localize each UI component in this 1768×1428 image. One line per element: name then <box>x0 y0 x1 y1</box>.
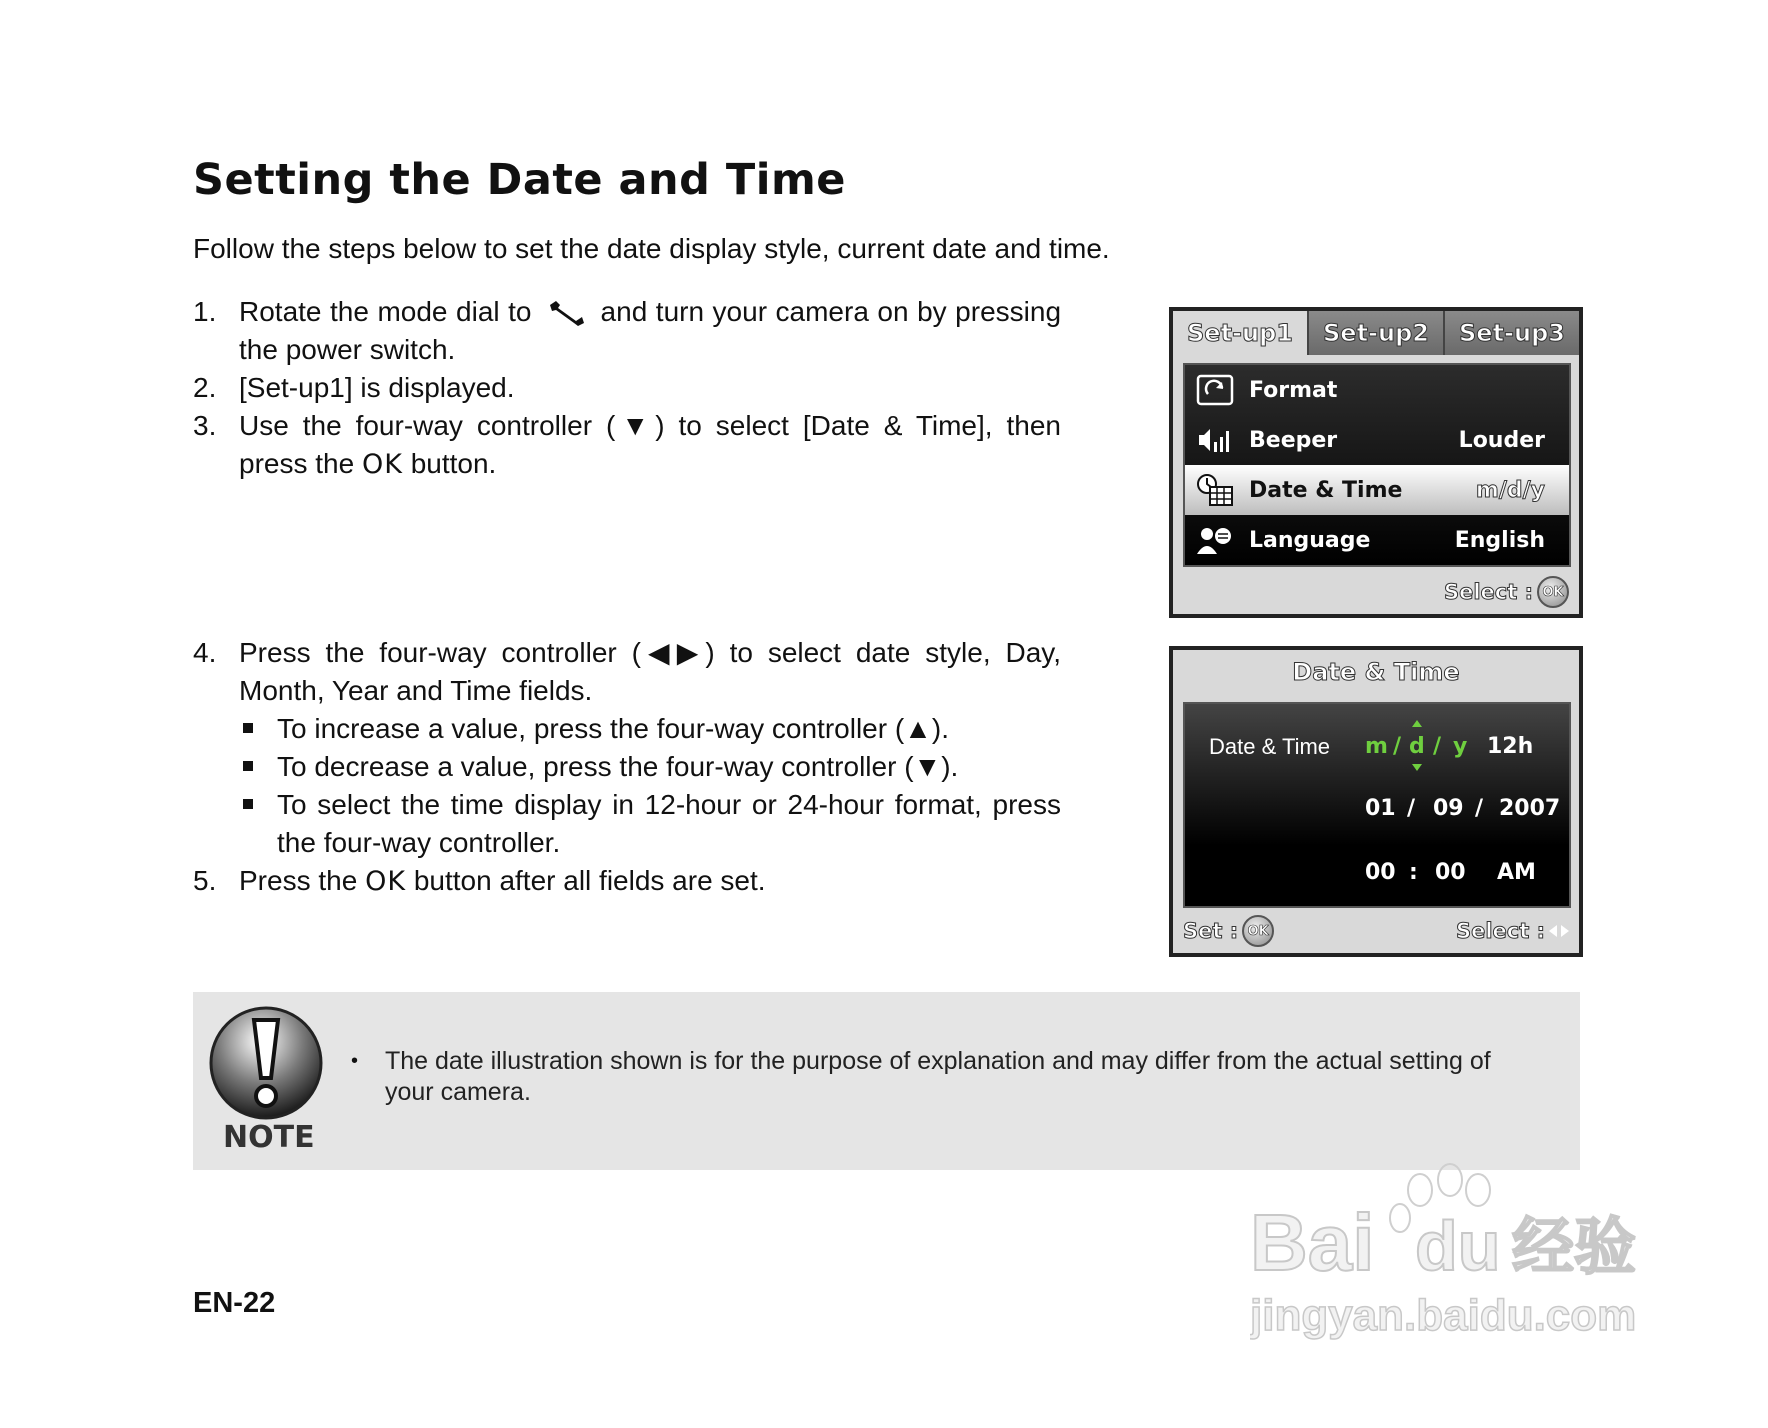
date-day[interactable]: 09 <box>1433 796 1464 821</box>
select-hint: Select : <box>1456 919 1569 943</box>
time-hour[interactable]: 00 <box>1365 860 1396 885</box>
arrow-down-icon <box>1412 764 1422 771</box>
page-number: EN-22 <box>193 1287 276 1319</box>
ok-button-icon: OK <box>1242 915 1274 947</box>
ok-glyph: OK <box>361 449 403 480</box>
menu-item-beeper[interactable]: Beeper Louder <box>1185 415 1569 465</box>
style-month[interactable]: m <box>1365 734 1388 759</box>
steps-list-1 <box>193 293 1061 484</box>
watermark-url: jingyan.baidu.com <box>1250 1291 1637 1340</box>
format-icon <box>1193 372 1237 408</box>
menu-item-date-time[interactable]: Date & Time m/d/y <box>1185 465 1569 515</box>
step-3: 3. Use the four-way controller (▼) to select [Date & Time], then press the OK button. <box>193 410 1061 480</box>
step-4-bullet: To increase a value, press the four-way controller (▲). <box>239 710 1061 748</box>
date-time-screen-title: Date & Time <box>1292 658 1460 686</box>
hour-format[interactable]: 12h <box>1487 734 1534 759</box>
time-ampm[interactable]: AM <box>1497 860 1536 885</box>
setup-tabs <box>1173 311 1579 355</box>
date-time-label: Date & Time <box>1209 734 1331 759</box>
clock-calendar-icon <box>1193 472 1237 508</box>
square-bullet-icon <box>243 799 253 809</box>
step-4-bullet: To decrease a value, press the four-way controller (▼). <box>239 748 1061 786</box>
ok-glyph: OK <box>365 866 407 897</box>
note-text: The date illustration shown is for the purpose of explanation and may differ from the actual setting of your camera. <box>385 1047 1491 1106</box>
tab-setup1[interactable]: Set-up1 <box>1173 311 1309 355</box>
baidu-watermark <box>1250 1160 1670 1360</box>
watermark-chinese: 经验 <box>1512 1210 1637 1283</box>
steps-list-2 <box>193 634 1061 901</box>
arrow-left-icon <box>1549 925 1557 937</box>
page-title: Setting the Date and Time <box>193 155 846 205</box>
people-icon <box>1193 522 1237 558</box>
step-4: 4. Press the four-way controller (◀▶) to select date style, Day, Month, Year and Time fields. <box>193 637 1061 706</box>
menu-item-format[interactable]: Format <box>1185 365 1569 415</box>
watermark-brand: Bai <box>1250 1198 1375 1287</box>
date-time-screen <box>1169 646 1583 957</box>
style-year[interactable]: y <box>1453 734 1468 759</box>
arrow-right-icon <box>1561 925 1569 937</box>
exclamation-icon <box>209 1006 323 1120</box>
setup-menu-list <box>1183 363 1571 567</box>
menu-item-language[interactable]: Language English <box>1185 515 1569 565</box>
arrow-up-icon <box>1412 720 1422 727</box>
date-year[interactable]: 2007 <box>1499 796 1561 821</box>
square-bullet-icon <box>243 723 253 733</box>
date-month[interactable]: 01 <box>1365 796 1396 821</box>
step-4-bullet: To select the time display in 12-hour or 24-hour format, press the four-way controller. <box>239 786 1061 862</box>
note-label: NOTE <box>223 1120 315 1155</box>
ok-button-icon: OK <box>1537 576 1569 608</box>
style-day[interactable]: d <box>1409 734 1425 759</box>
tab-setup2[interactable]: Set-up2 <box>1309 311 1445 355</box>
date-time-panel: Date & Time m / d / y 12h 01 / 09 / 2007 00 : 00 AM <box>1183 702 1571 908</box>
wrench-icon <box>546 297 586 327</box>
speaker-icon <box>1193 422 1237 458</box>
step-2: 2. [Set-up1] is displayed. <box>193 372 515 403</box>
step-5: 5. Press the OK button after all fields are set. <box>193 865 766 897</box>
watermark-brand-du: du <box>1415 1207 1501 1285</box>
select-hint: Select : OK <box>1444 576 1569 608</box>
step-1: 1. Rotate the mode dial to and turn your camera on by pressing the power switch. <box>193 296 1062 365</box>
intro-text: Follow the steps below to set the date display style, current date and time. <box>193 233 1110 264</box>
note-bullet: • <box>351 1050 359 1072</box>
square-bullet-icon <box>243 761 253 771</box>
set-hint: Set : OK <box>1183 915 1274 947</box>
time-minute[interactable]: 00 <box>1435 860 1466 885</box>
note-box <box>193 992 1580 1170</box>
tab-setup3[interactable]: Set-up3 <box>1445 311 1579 355</box>
setup-menu-screen <box>1169 307 1583 618</box>
